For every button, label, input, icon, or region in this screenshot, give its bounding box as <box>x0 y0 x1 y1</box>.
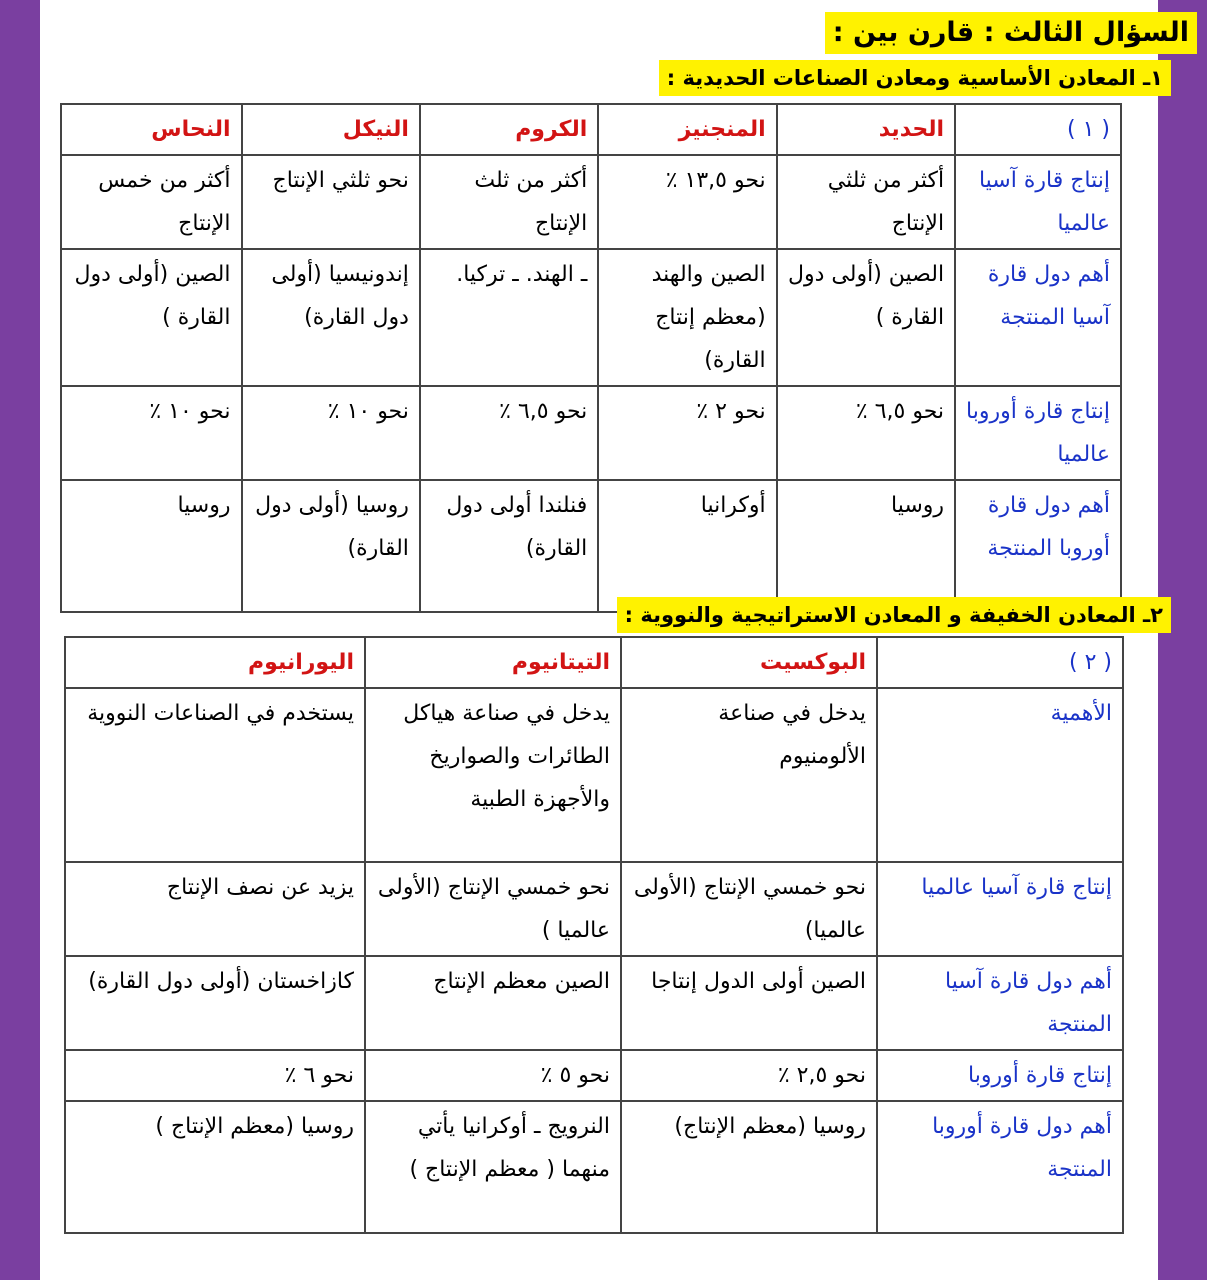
row-label: أهم دول قارة أوروبا المنتجة <box>955 480 1121 612</box>
table-corner: ( ٢ ) <box>877 637 1123 688</box>
table-cell: إندونيسيا (أولى دول القارة) <box>242 249 420 386</box>
table-cell: ـ الهند. ـ تركيا. <box>420 249 598 386</box>
column-header-nickel: النيكل <box>242 104 420 155</box>
table-cell: أكثر من ثلثي الإنتاج <box>777 155 955 249</box>
table-cell: روسيا (أولى دول القارة) <box>242 480 420 612</box>
column-header-titanium: التيتانيوم <box>365 637 621 688</box>
table-cell: روسيا <box>61 480 242 612</box>
row-label: إنتاج قارة آسيا عالميا <box>955 155 1121 249</box>
row-label: إنتاج قارة آسيا عالميا <box>877 862 1123 956</box>
table-cell: نحو ٦,٥ ٪ <box>420 386 598 480</box>
table-cell: يدخل في صناعة هياكل الطائرات والصواريخ والأجهزة الطبية <box>365 688 621 862</box>
table-cell: نحو ١٠ ٪ <box>61 386 242 480</box>
table-cell: نحو ١٠ ٪ <box>242 386 420 480</box>
row-label: أهم دول قارة آسيا المنتجة <box>955 249 1121 386</box>
column-header-copper: النحاس <box>61 104 242 155</box>
section2-title: ٢ـ المعادن الخفيفة و المعادن الاستراتيجية والنووية : <box>617 597 1171 633</box>
table-row <box>65 956 1123 1050</box>
table-cell: نحو خمسي الإنتاج (الأولى عالميا ) <box>365 862 621 956</box>
table-cell: أكثر من ثلث الإنتاج <box>420 155 598 249</box>
table-cell: أكثر من خمس الإنتاج <box>61 155 242 249</box>
column-header-iron: الحديد <box>777 104 955 155</box>
table-corner: ( ١ ) <box>955 104 1121 155</box>
table-cell: الصين (أولى دول القارة ) <box>777 249 955 386</box>
table-cell: يستخدم في الصناعات النووية <box>65 688 365 862</box>
table-row <box>61 155 1121 249</box>
table-cell: نحو ٢ ٪ <box>598 386 776 480</box>
question-title: السؤال الثالث : قارن بين : <box>825 12 1197 54</box>
table-header-row <box>65 637 1123 688</box>
row-label: الأهمية <box>877 688 1123 862</box>
column-header-chromium: الكروم <box>420 104 598 155</box>
table-cell: أوكرانيا <box>598 480 776 612</box>
table-cell: فنلندا أولى دول القارة) <box>420 480 598 612</box>
light-strategic-metals-table <box>64 636 1124 1234</box>
table-row <box>61 480 1121 612</box>
basic-metals-table <box>60 103 1122 613</box>
column-header-manganese: المنجنيز <box>598 104 776 155</box>
section1-title: ١ـ المعادن الأساسية ومعادن الصناعات الحديدية : <box>659 60 1171 96</box>
table-row <box>61 249 1121 386</box>
table-row <box>65 1050 1123 1101</box>
table-cell: الصين معظم الإنتاج <box>365 956 621 1050</box>
table-cell: الصين (أولى دول القارة ) <box>61 249 242 386</box>
row-label: إنتاج قارة أوروبا عالميا <box>955 386 1121 480</box>
table-cell: نحو ثلثي الإنتاج <box>242 155 420 249</box>
table-cell: النرويج ـ أوكرانيا يأتي منهما ( معظم الإنتاج ) <box>365 1101 621 1233</box>
table-cell: روسيا (معظم الإنتاج) <box>621 1101 877 1233</box>
table-cell: الصين والهند (معظم إنتاج القارة) <box>598 249 776 386</box>
row-label: أهم دول قارة أوروبا المنتجة <box>877 1101 1123 1233</box>
table-row <box>61 386 1121 480</box>
column-header-uranium: اليورانيوم <box>65 637 365 688</box>
table-cell: نحو ٦ ٪ <box>65 1050 365 1101</box>
table-cell: نحو ٥ ٪ <box>365 1050 621 1101</box>
row-label: إنتاج قارة أوروبا <box>877 1050 1123 1101</box>
table-cell: نحو ٦,٥ ٪ <box>777 386 955 480</box>
column-header-bauxite: البوكسيت <box>621 637 877 688</box>
table-cell: روسيا <box>777 480 955 612</box>
table-row <box>65 688 1123 862</box>
row-label: أهم دول قارة آسيا المنتجة <box>877 956 1123 1050</box>
table-header-row <box>61 104 1121 155</box>
table-cell: نحو خمسي الإنتاج (الأولى عالميا) <box>621 862 877 956</box>
table-cell: يزيد عن نصف الإنتاج <box>65 862 365 956</box>
table-cell: نحو ١٣,٥ ٪ <box>598 155 776 249</box>
table-cell: يدخل في صناعة الألومنيوم <box>621 688 877 862</box>
table-cell: كازاخستان (أولى دول القارة) <box>65 956 365 1050</box>
table-row <box>65 862 1123 956</box>
table-cell: روسيا (معظم الإنتاج ) <box>65 1101 365 1233</box>
table-cell: الصين أولى الدول إنتاجا <box>621 956 877 1050</box>
table-cell: نحو ٢,٥ ٪ <box>621 1050 877 1101</box>
table-row <box>65 1101 1123 1233</box>
